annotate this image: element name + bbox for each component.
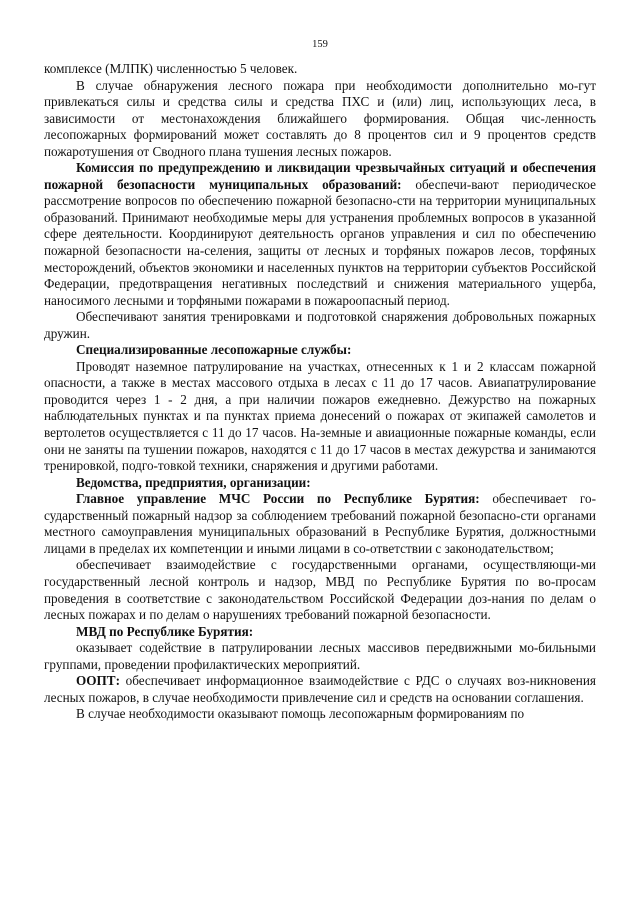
paragraph [44, 78, 596, 161]
paragraph [44, 557, 596, 623]
paragraph-text: оказывает содействие в патрулировании лесных массивов передвижными мо-бильными группами, проведении профилактических мероприятий. [44, 640, 596, 672]
paragraph-text: обеспечивает информационное взаимодействие с РДС о случаях воз-никновения лесных пожаров, в случае необходимости привлечение сил и средств на основании соглашения. [44, 673, 596, 705]
paragraph [44, 61, 596, 78]
paragraph [44, 640, 596, 673]
paragraph [44, 160, 596, 309]
paragraph-heading: Ведомства, предприятия, организации: [76, 474, 311, 490]
page-number: 159 [312, 39, 328, 50]
paragraph [44, 359, 596, 475]
paragraph-text: Проводят наземное патрулирование на участках, отнесенных к 1 и 2 классам пожарной опасности, а также в местах массового отдыха в лесах с 11 до 17 часов. Авиапатрулирование проводится через 1 - 2 дня, а при наличии пожаров ежедневно. Дежурство на пожарных наблюдательных пунктах и па пунктах приема донесений о пожарах от экипажей самолетов и вертолетов осуществляется с 11 до 17 часов. На-земные и авиационные пожарные команды, если они не заняты па тушении пожаров, находятся с 11 до 17 часов в местах дежурства и занимаются тренировкой, подго-товкой техники, снаряжения и другими работами. [44, 358, 596, 474]
document-page [44, 38, 596, 723]
document-body [44, 61, 596, 723]
paragraph [44, 475, 596, 492]
paragraph-text: обеспечивает го-сударственный пожарный надзор за соблюдением требований пожарной безопасно-сти органами местного самоуправления муниципальных образований в Республике Бурятия, должностными лицами в пределах их компетенции и иными лицами в со-ответствии с законодательством; [44, 491, 596, 556]
paragraph-text: обеспечи-вают периодическое рассмотрение вопросов по обеспечению пожарной безопасно-сти на территории муниципальных образований. Принимают необходимые меры для устранения проблемных вопросов в указанной сфере деятельности. Координируют деятельность органов управления и сил по обеспечению пожарной безопасности на-селения, защиты от лесных и торфяных пожаров лесов, торфяных месторождений, объектов экономики и населенных пунктов на территории субъектов Российской Федерации, предотвращения негативных последствий и снижения материального ущерба, наносимого лесными и торфяными пожарами в пожароопасный период. [44, 176, 596, 308]
paragraph-text: В случае необходимости оказывают помощь лесопожарным формированиям по [76, 706, 525, 722]
paragraph-heading: ООПТ: [76, 673, 120, 689]
paragraph-heading: Специализированные лесопожарные службы: [76, 342, 352, 358]
paragraph-text: Обеспечивают занятия тренировками и подготовкой снаряжения добровольных пожарных дружин. [44, 309, 596, 341]
paragraph [44, 673, 596, 706]
paragraph [44, 624, 596, 641]
paragraph [44, 309, 596, 342]
paragraph-heading: Комиссия по предупреждению и ликвидации чрезвычайных ситуаций и обеспечения пожарной безопасности муниципальных образований: [44, 160, 596, 192]
paragraph-text: В случае обнаружения лесного пожара при необходимости дополнительно мо-гут привлекаться силы и средства силы и средства ПХС и (или) лиц, использующих леса, в зависимости от местонахождения ближайшего формирования. Общая чис-ленность лесопожарных формирований может составлять до 8 процентов сил и 9 процентов средств пожаротушения от Сводного плана тушения лесных пожаров. [44, 77, 596, 159]
paragraph-heading: МВД по Республике Бурятия: [76, 623, 254, 639]
paragraph [44, 491, 596, 557]
paragraph-text: комплексе (МЛПК) численностью 5 человек. [44, 61, 298, 76]
paragraph [44, 342, 596, 359]
paragraph-text: обеспечивает взаимодействие с государственными органами, осуществляющи-ми государственный лесной контроль и надзор, МВД по Республике Бурятия по во-просам проведения в соответствие с законодательством Российской Федерации доз-нания по делам о лесных пожарах и по делам о нарушениях требований пожарной безопасности. [44, 557, 596, 623]
paragraph-heading: Главное управление МЧС России по Республике Бурятия: [76, 491, 480, 507]
paragraph [44, 706, 596, 723]
